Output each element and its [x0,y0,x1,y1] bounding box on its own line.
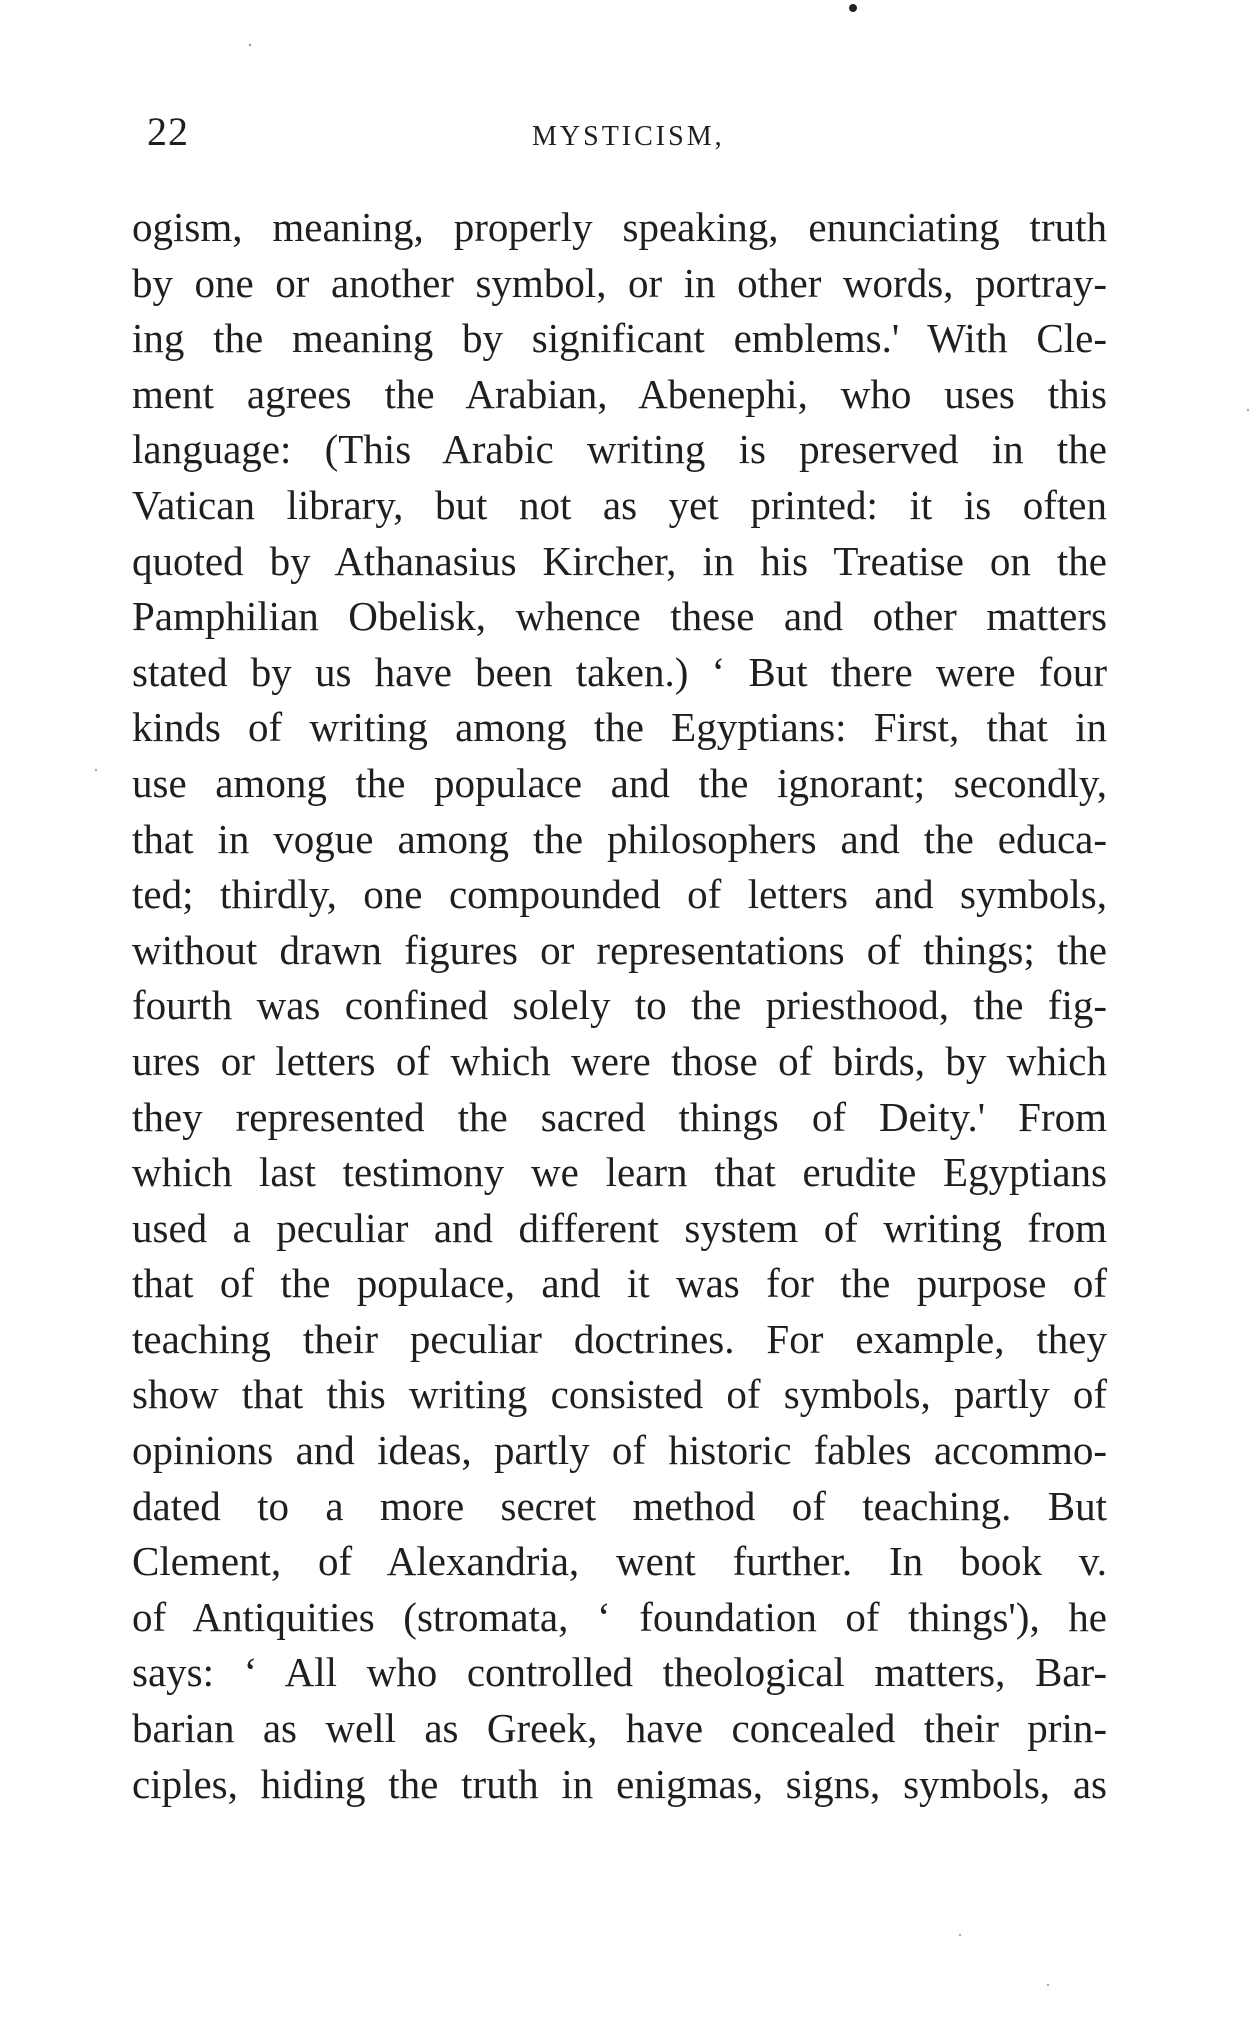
text-line: by one or another symbol, or in other words, portray- [132,259,1107,306]
ink-speck [1247,409,1249,411]
text-line: Vatican library, but not as yet printed: it is often [132,481,1107,528]
text-line: stated by us have been taken.) ‘ But there were four [132,648,1107,695]
text-line: that in vogue among the philosophers and the educa- [132,815,1107,862]
text-line: ogism, meaning, properly speaking, enunciating truth [132,204,1107,250]
text-line: kinds of writing among the Egyptians: First, that in [132,704,1107,751]
text-line: Clement, of Alexandria, went further. In book v. [132,1538,1107,1585]
text-line: without drawn figures or representations of things; the [132,926,1107,973]
text-line: teaching their peculiar doctrines. For example, they [132,1315,1107,1362]
ink-speck [849,4,857,12]
ink-speck [95,769,97,771]
text-line: they represented the sacred things of Deity.' From [132,1093,1107,1140]
text-line: barian as well as Greek, have concealed their prin- [132,1705,1107,1752]
text-line: show that this writing consisted of symbols, partly of [132,1371,1107,1418]
text-line: dated to a more secret method of teaching. But [132,1482,1107,1529]
page-header [147,108,1107,168]
text-line: quoted by Athanasius Kircher, in his Treatise on the [132,537,1107,584]
text-line: ures or letters of which were those of birds, by which [132,1037,1107,1084]
ink-speck [249,44,251,46]
running-head: MYSTICISM, [532,121,725,152]
text-line: ted; thirdly, one compounded of letters and symbols, [132,871,1107,918]
text-line: language: (This Arabic writing is preserved in the [132,426,1107,473]
text-line: ciples, hiding the truth in enigmas, signs, symbols, as [132,1760,1107,1807]
text-line: says: ‘ All who controlled theological matters, Bar- [132,1649,1107,1696]
text-line: of Antiquities (stromata, ‘ foundation of things'), he [132,1593,1107,1640]
text-line: used a peculiar and different system of writing from [132,1204,1107,1251]
text-line: ing the meaning by significant emblems.' With Cle- [132,315,1107,362]
body-text [132,200,1107,1812]
text-line: Pamphilian Obelisk, whence these and other matters [132,593,1107,640]
ink-speck [1047,1984,1049,1986]
text-line: ment agrees the Arabian, Abenephi, who uses this [132,370,1107,417]
text-line: fourth was confined solely to the priesthood, the fig- [132,982,1107,1029]
text-line: that of the populace, and it was for the purpose of [132,1260,1107,1307]
page-number: 22 [147,109,189,154]
text-line: which last testimony we learn that erudite Egyptians [132,1149,1107,1196]
ink-speck [959,1934,961,1936]
text-line: opinions and ideas, partly of historic fables accommo- [132,1427,1107,1474]
text-line: use among the populace and the ignorant; secondly, [132,759,1107,806]
